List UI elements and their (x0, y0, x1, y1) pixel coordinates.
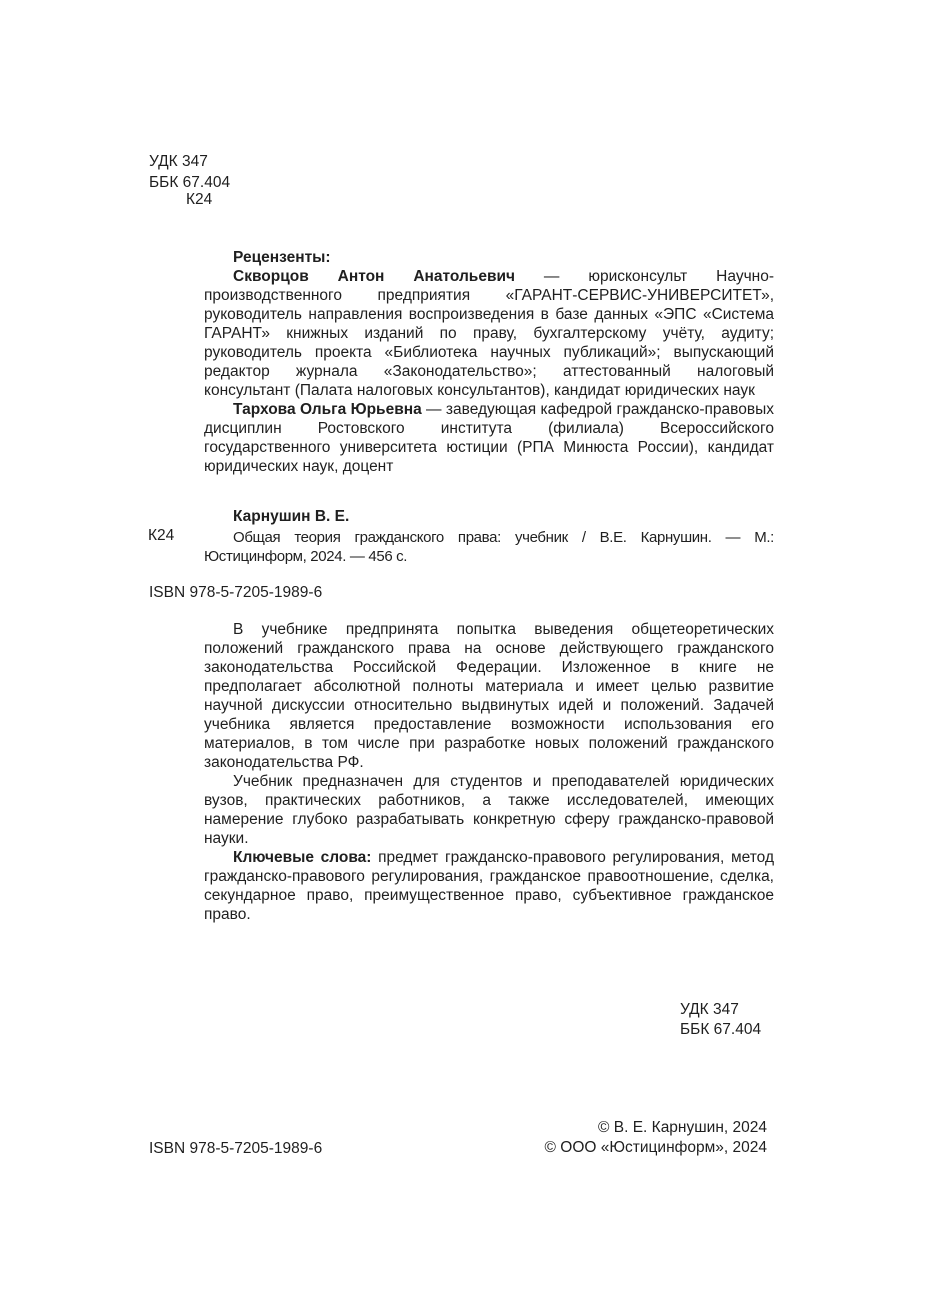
annotation-paragraph-2: Учебник предназначен для студентов и преподавателей юридических вузов, практических работников, а также исследователей, имеющих намерение глубоко разрабатывать конкретную сферу гражданско-правовой науки. (204, 773, 774, 847)
reviewer-description: — юрисконсульт Научно-производственного предприятия «ГАРАНТ-СЕРВИС-УНИВЕРСИТЕТ», руководитель направления воспроизведения в базе данных «ЭПС «Система ГАРАНТ» книжных изданий по праву, бухгалтерскому учёту, аудиту; руководитель проекта «Библиотека научных публикаций»; выпускающий редактор журнала «Законодательство»; аттестованный налоговый консультант (Палата налоговых консультантов), кандидат юридических наук (204, 268, 774, 399)
bibliographic-mark: К24 (148, 527, 175, 544)
reviewers-heading: Рецензенты: (233, 249, 331, 266)
copyright-author: © В. Е. Карнушин, 2024 (598, 1119, 767, 1136)
bibliographic-description: Общая теория гражданского права: учебник / В.Е. Карнушин. — М.: Юстицинформ, 2024. — 456 с. (204, 529, 774, 565)
keywords-text: предмет гражданско-правового регулирования, метод гражданско-правового регулирования, гражданское правоотношение, сделка, секундарное право, преимущественное право, субъективное гражданское право. (204, 849, 774, 923)
udk-bottom: УДК 347 (680, 1001, 739, 1018)
annotation (204, 620, 774, 924)
bbk-top: ББК 67.404 (149, 174, 231, 191)
reviewer-description: — заведующая кафедрой гражданско-правовых дисциплин Ростовского института (филиала) Всероссийского государственного университета юстиции (РПА Минюста России), кандидат юридических наук, доцент (204, 401, 774, 475)
reviewers-list (204, 267, 774, 476)
bbk-bottom: ББК 67.404 (680, 1021, 762, 1038)
isbn-top: ISBN 978-5-7205-1989-6 (149, 584, 323, 601)
reviewer-item (204, 267, 774, 400)
reviewer-name: Скворцов Антон Анатольевич (233, 268, 516, 285)
annotation-paragraph-1: В учебнике предпринята попытка выведения общетеоретических положений гражданского права на основе действующего гражданского законодательства Российской Федерации. Изложенное в книге не предполагает абсолютной полноты материала и имеет целью развитие научной дискуссии относительно выдвинутых идей и положений. Задачей учебника является предоставление возможности использования его материалов, в том числе при разработке новых положений гражданского законодательства РФ. (204, 621, 774, 771)
udk-top: УДК 347 (149, 153, 208, 170)
copyright-publisher: © ООО «Юстицинформ», 2024 (544, 1139, 767, 1156)
keywords-paragraph (204, 848, 774, 924)
author-mark-top: К24 (186, 191, 213, 208)
reviewer-name: Тархова Ольга Юрьевна (233, 401, 422, 418)
isbn-bottom: ISBN 978-5-7205-1989-6 (149, 1140, 323, 1157)
reviewer-item (204, 400, 774, 476)
keywords-label: Ключевые слова: (233, 849, 372, 866)
bibliographic-author: Карнушин В. Е. (233, 508, 350, 525)
